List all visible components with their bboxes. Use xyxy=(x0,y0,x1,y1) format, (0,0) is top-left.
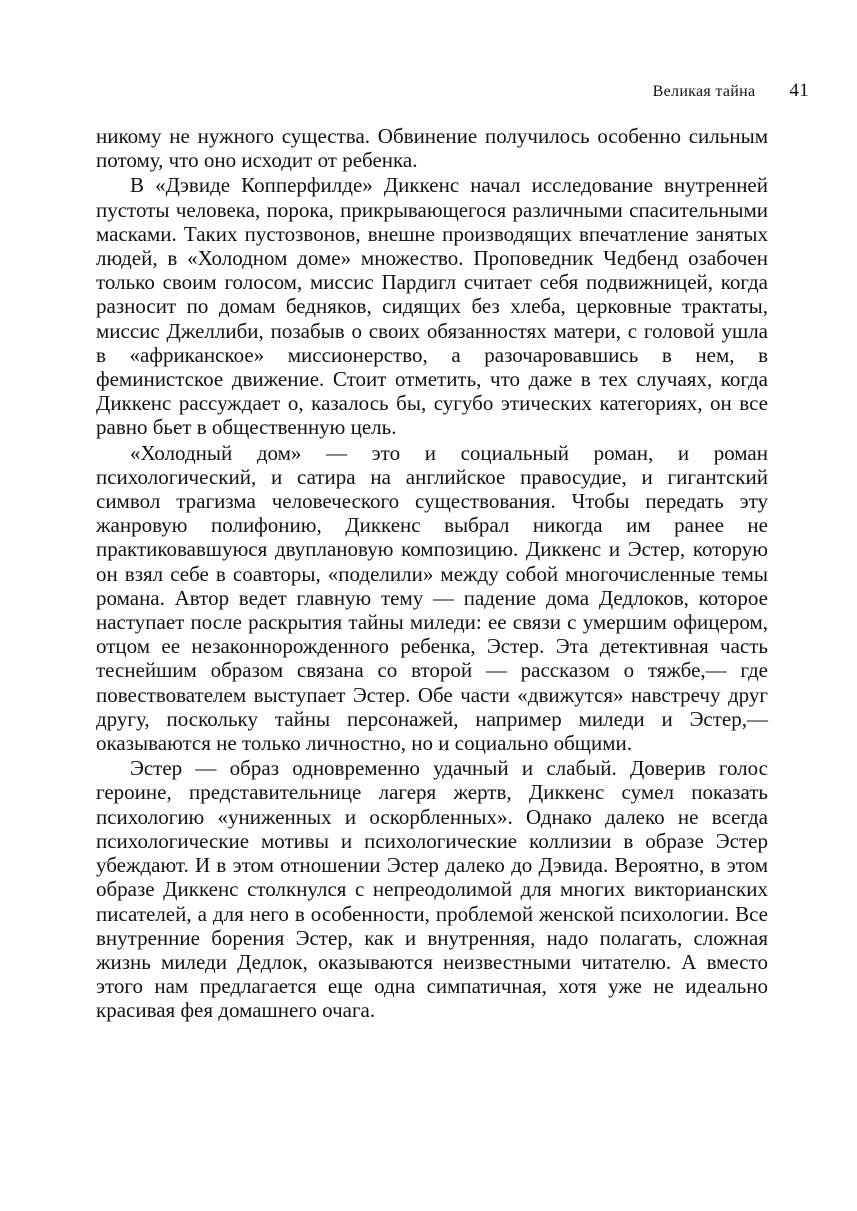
paragraph-continuation: никому не нужного существа. Обвинение получилось особенно сильным потому, что оно исходит от ребенка. xyxy=(96,124,768,173)
running-title: Великая тайна xyxy=(652,83,756,100)
running-head xyxy=(653,80,809,102)
paragraph: «Холодный дом» — это и социальный роман, и роман психологический, и сатира на английское правосудие, и гигантский символ трагизма человеческого существования. Чтобы передать эту жанровую полифонию, Диккенс выбрал никогда им ранее не практиковавшуюся двуплановую композицию. Диккенс и Эстер, которую он взял себе в соавторы, «поделили» между собой многочисленные темы романа. Автор ведет главную тему — падение дома Дедлоков, которое наступает после раскрытия тайны миледи: ее связи с умершим офицером, отцом ее незаконнорожденного ребенка, Эстер. Эта детективная часть теснейшим образом связана со второй — рассказом о тяжбе,— где повествователем выступает Эстер. Обе части «движутся» навстречу друг другу, поскольку тайны персонажей, например миледи и Эстер,— оказываются не только личностно, но и социально общими. xyxy=(96,440,768,756)
paragraph: Эстер — образ одновременно удачный и слабый. Доверив голос героине, представительнице лагеря жертв, Диккенс сумел показать психологию «униженных и оскорбленных». Однако далеко не всегда психологические мотивы и психологические коллизии в образе Эстер убеждают. И в этом отношении Эстер далеко до Дэвида. Вероятно, в этом образе Диккенс столкнулся с непреодолимой для многих викторианских писателей, а для него в особенности, проблемой женской психологии. Все внутренние борения Эстер, как и внутренняя, надо полагать, сложная жизнь миледи Дедлок, оказываются неизвестными читателю. А вместо этого нам предлагается еще одна симпатичная, хотя уже не идеально красивая фея домашнего очага. xyxy=(96,756,768,1023)
page-number: 41 xyxy=(789,80,809,101)
body-text xyxy=(96,124,768,1023)
paragraph: В «Дэвиде Копперфилде» Диккенс начал исследование внутренней пустоты человека, порока, прикрывающегося различными спасительными масками. Таких пустозвонов, внешне производящих впечатление занятых людей, в «Холодном доме» множество. Проповедник Чедбенд озабочен только своим голосом, миссис Пардигл считает себя подвижницей, когда разносит по домам бедняков, сидящих без хлеба, церковные трактаты, миссис Джеллиби, позабыв о своих обязанностях матери, с головой ушла в «африканское» миссионерство, а разочаровавшись в нем, в феминистское движение. Стоит отметить, что даже в тех случаях, когда Диккенс рассуждает о, казалось бы, сугубо этических категориях, он все равно бьет в общественную цель. xyxy=(96,173,768,440)
